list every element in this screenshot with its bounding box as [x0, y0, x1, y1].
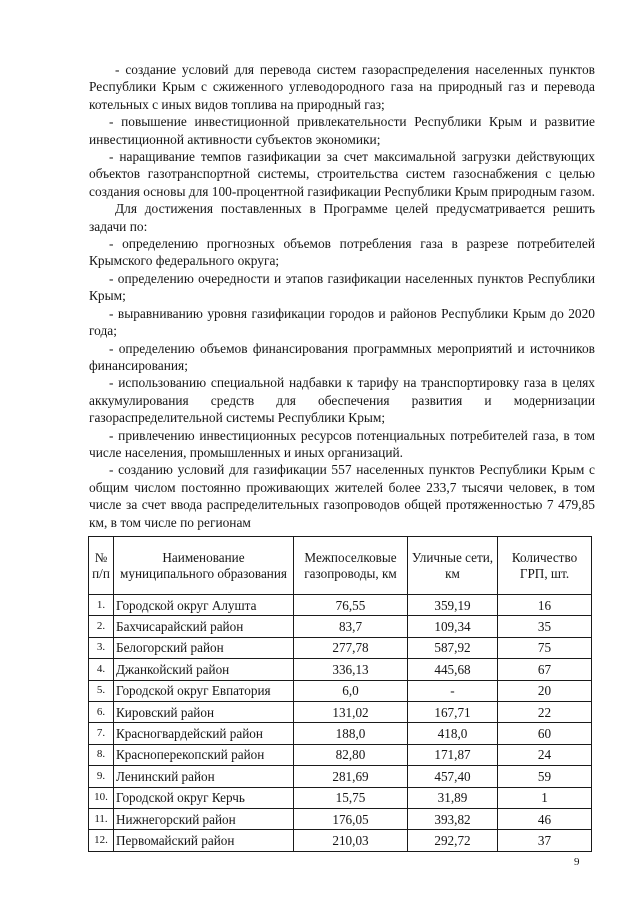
paragraph: - повышение инвестиционной привлекательности Республики Крым и развитие инвестиционной активности субъектов экономики; [89, 114, 595, 147]
row-name: Кировский район [114, 701, 294, 722]
row-street: 393,82 [408, 808, 498, 829]
row-number: 7. [89, 723, 114, 744]
row-name: Городской округ Керчь [114, 787, 294, 808]
row-grp: 60 [498, 723, 592, 744]
table-row [89, 595, 592, 616]
header-number: № п/п [89, 537, 114, 595]
row-intersettlement: 76,55 [294, 595, 408, 616]
row-intersettlement: 281,69 [294, 766, 408, 787]
row-number: 8. [89, 744, 114, 765]
row-street: - [408, 680, 498, 701]
row-intersettlement: 277,78 [294, 637, 408, 658]
row-number: 2. [89, 616, 114, 637]
row-name: Городской округ Алушта [114, 595, 294, 616]
row-intersettlement: 82,80 [294, 744, 408, 765]
row-grp: 67 [498, 659, 592, 680]
paragraph: - определению прогнозных объемов потребления газа в разрезе потребителей Крымского федерального округа; [89, 236, 595, 269]
row-intersettlement: 131,02 [294, 701, 408, 722]
row-number: 12. [89, 830, 114, 851]
page-number: 9 [574, 856, 580, 868]
row-grp: 20 [498, 680, 592, 701]
row-number: 10. [89, 787, 114, 808]
row-number: 3. [89, 637, 114, 658]
row-name: Городской округ Евпатория [114, 680, 294, 701]
paragraph: - использованию специальной надбавки к тарифу на транспортировку газа в целях аккумулирования средств для обеспечения развития и модернизации газораспределительной системы Республики Крым; [89, 375, 595, 426]
paragraph: - привлечению инвестиционных ресурсов потенциальных потребителей газа, в том числе населения, промышленных и иных организаций. [89, 427, 595, 460]
row-street: 445,68 [408, 659, 498, 680]
header-municipality: Наименование муниципального образования [114, 537, 294, 595]
table-row [89, 766, 592, 787]
paragraph: - определению очередности и этапов газификации населенных пунктов Республики Крым; [89, 270, 595, 304]
regions-table [88, 536, 592, 852]
table-row [89, 808, 592, 829]
row-street: 171,87 [408, 744, 498, 765]
row-intersettlement: 336,13 [294, 659, 408, 680]
row-name: Ленинский район [114, 766, 294, 787]
row-street: 359,19 [408, 595, 498, 616]
row-intersettlement: 176,05 [294, 808, 408, 829]
row-name: Джанкойский район [114, 659, 294, 680]
header-intersettlement: Межпоселковые газопроводы, км [294, 537, 408, 595]
row-name: Первомайский район [114, 830, 294, 851]
row-name: Белогорский район [114, 637, 294, 658]
table-row [89, 744, 592, 765]
table-row [89, 616, 592, 637]
row-intersettlement: 83,7 [294, 616, 408, 637]
row-street: 587,92 [408, 637, 498, 658]
row-intersettlement: 210,03 [294, 830, 408, 851]
row-intersettlement: 188,0 [294, 723, 408, 744]
row-street: 31,89 [408, 787, 498, 808]
row-number: 9. [89, 766, 114, 787]
row-street: 109,34 [408, 616, 498, 637]
header-grp: Количество ГРП, шт. [498, 537, 592, 595]
paragraph: - созданию условий для газификации 557 населенных пунктов Республики Крым с общим числом постоянно проживающих жителей более 233,7 тысячи человек, в том числе за счет ввода распределительных газопроводов общей протяженностью 7 479,85 км, в том числе по регионам [89, 462, 595, 530]
row-grp: 46 [498, 808, 592, 829]
row-name: Красноперекопский район [114, 744, 294, 765]
table-row [89, 637, 592, 658]
header-street: Уличные сети, км [408, 537, 498, 595]
row-grp: 37 [498, 830, 592, 851]
row-grp: 1 [498, 787, 592, 808]
row-number: 6. [89, 701, 114, 722]
paragraph: - наращивание темпов газификации за счет максимальной загрузки действующих объектов газотранспортной системы, строительства систем газоснабжения с целью создания основы для 100-процентной газификации Республики Крым природным газом. [89, 149, 595, 199]
table-row [89, 723, 592, 744]
paragraph: - создание условий для перевода систем газораспределения населенных пунктов Республики Крым с сжиженного углеводородного газа на природный газ и перевода котельных с иных видов топлива на природный газ; [89, 62, 595, 112]
paragraph: Для достижения поставленных в Программе целей предусматривается решить задачи по: [89, 201, 595, 234]
row-grp: 24 [498, 744, 592, 765]
paragraph: - выравниванию уровня газификации городов и районов Республики Крым до 2020 года; [89, 305, 595, 339]
paragraph: - определению объемов финансирования программных мероприятий и источников финансирования; [89, 340, 595, 373]
table-row [89, 830, 592, 851]
row-intersettlement: 6,0 [294, 680, 408, 701]
row-intersettlement: 15,75 [294, 787, 408, 808]
table-row [89, 680, 592, 701]
table-row [89, 701, 592, 722]
row-grp: 59 [498, 766, 592, 787]
row-number: 5. [89, 680, 114, 701]
table-row [89, 659, 592, 680]
row-grp: 16 [498, 595, 592, 616]
row-street: 167,71 [408, 701, 498, 722]
row-name: Бахчисарайский район [114, 616, 294, 637]
row-grp: 35 [498, 616, 592, 637]
table-row [89, 787, 592, 808]
row-street: 457,40 [408, 766, 498, 787]
row-street: 418,0 [408, 723, 498, 744]
row-name: Нижнегорский район [114, 808, 294, 829]
row-number: 1. [89, 595, 114, 616]
row-street: 292,72 [408, 830, 498, 851]
body-text [89, 61, 595, 531]
row-grp: 75 [498, 637, 592, 658]
table-header-row [89, 537, 592, 595]
row-grp: 22 [498, 701, 592, 722]
row-number: 4. [89, 659, 114, 680]
row-name: Красногвардейский район [114, 723, 294, 744]
row-number: 11. [89, 808, 114, 829]
